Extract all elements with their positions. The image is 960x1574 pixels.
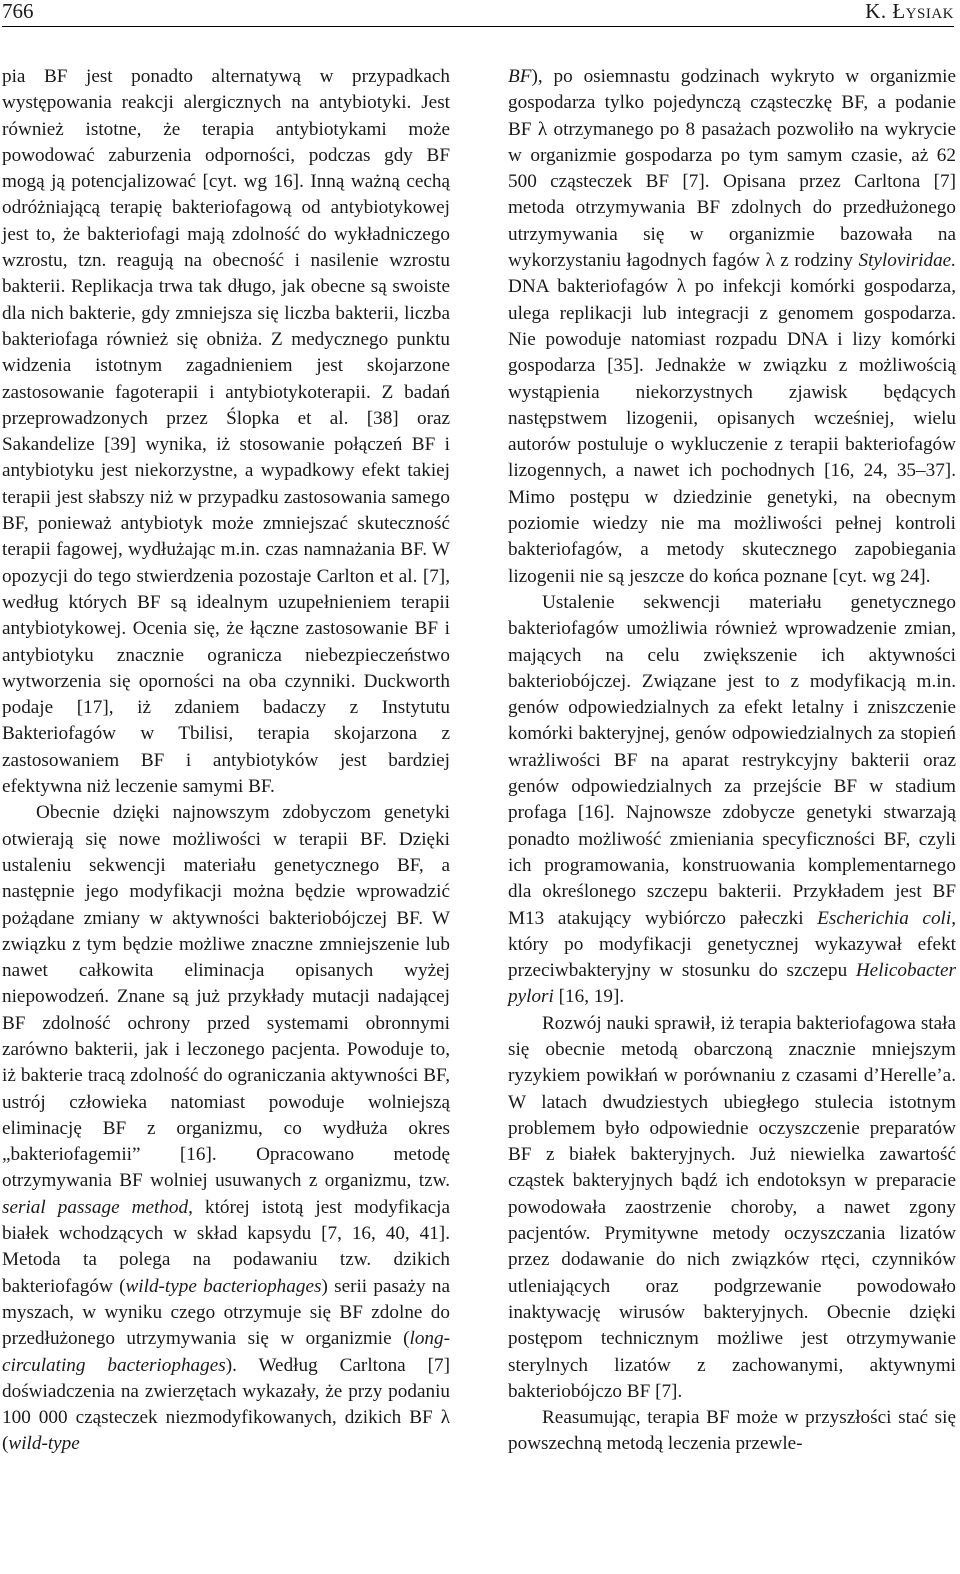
author-name: K. Łysiak [865, 0, 954, 23]
paragraph: Reasumując, terapia BF może w przyszłości stać się powszechną metodą leczenia przewle- [508, 1407, 956, 1455]
paragraph: Obecnie dzięki najnowszym zdobyczom genetyki otwierają się nowe możliwości w terapii BF. Dzięki ustaleniu sekwencji materiału genetycznego BF, a następnie jego modyfikacji można będzie wprowadzić pożądane zmiany w aktywności bakteriobójczej BF. W związku z tym będzie możliwe znaczne zmniejszenie lub nawet całkowita eliminacja opisanych wyżej niepowodzeń. Znane są już przykłady mutacji nadającej BF zdolność ochrony przed systemami obronnymi zarówno bakterii, jak i leczonego pacjenta. Powoduje to, iż bakterie tracą zdolność do ograniczania aktywności BF, ustrój człowieka natomiast powoduje wolniejszą eliminację BF z organizmu, co wydłuża okres „bakteriofagemii” [16]. Opracowano metodę otrzymywania BF wolniej usuwanych z organizmu, tzw. serial passage method, której istotą jest modyfikacja białek wchodzących w skład kapsydu [7, 16, 40, 41]. Metoda ta polega na podawaniu tzw. dzikich bakteriofagów (wild-type bacteriophages) serii pasaży na myszach, w wyniku czego otrzymuje się BF zdolne do przedłużonego utrzymywania się w organizmie (long-circulating bacteriophages). Według Carltona [7] doświadczenia na zwierzętach wykazały, że przy podaniu 100 000 cząsteczek niezmodyfikowanych, dzikich BF λ (wild-type [2, 802, 450, 1455]
running-header [2, 0, 954, 27]
paragraph: BF), po osiemnastu godzinach wykryto w organizmie gospodarza tylko pojedynczą cząsteczkę BF, a podanie BF λ otrzymanego po 8 pasażach pozwoliło na wykrycie w organizmie gospodarza po tym samym czasie, aż 62 500 cząsteczek BF [7]. Opisana przez Carltona [7] metoda otrzymywania BF zdolnych do przedłużonego utrzymywania się w organizmie bazowała na wykorzystaniu łagodnych fagów λ z rodziny Styloviridae. DNA bakteriofagów λ po infekcji komórki gospodarza, ulega replikacji lub integracji z genomem gospodarza. Nie powoduje natomiast rozpadu DNA i lizy komórki gospodarza [35]. Jednakże w związku z możliwością wystąpienia niekorzystnych zjawisk będących następstwem lizogenii, opisanych wcześniej, wielu autorów postuluje o wykluczenie z terapii bakteriofagów lizogennych, a nawet ich pochodnych [16, 24, 35–37]. Mimo postępu w dziedzinie genetyki, na obecnym poziomie wiedzy nie ma możliwości pełnej kontroli bakteriofagów, a metody skutecznego zapobiegania lizogenii nie są jeszcze do końca poznane [cyt. wg 24]. [508, 66, 956, 587]
paragraph: pia BF jest ponadto alternatywą w przypadkach występowania reakcji alergicznych na antybiotyki. Jest również istotne, że terapia antybiotykami może powodować zaburzenia odporności, podczas gdy BF mogą ją potencjalizować [cyt. wg 16]. Inną ważną cechą odróżniającą terapię bakteriofagową od antybiotykowej jest to, że bakteriofagi mają zdolność do wykładniczego wzrostu, tzn. reagują na obecność i nasilenie wzrostu bakterii. Replikacja trwa tak długo, jak obecne są swoiste dla nich bakterie, gdy zmniejsza się liczba bakterii, liczba bakteriofaga również się obniża. Z medycznego punktu widzenia istotnym zagadnieniem jest skojarzone zastosowanie fagoterapii i antybiotykoterapii. Z badań przeprowadzonych przez Ślopka et al. [38] oraz Sakandelize [39] wynika, iż stosowanie połączeń BF i antybiotyku jest niekorzystne, a wypadkowy efekt takiej terapii jest słabszy niż w przypadku zastosowania samego BF, ponieważ antybiotyk może zmniejszać skuteczność terapii fagowej, wydłużając m.in. czas namnażania BF. W opozycji do tego stwierdzenia pozostaje Carlton et al. [7], według których BF są idealnym uzupełnieniem terapii antybiotykowej. Ocenia się, że łączne zastosowanie BF i antybiotyku znacznie ogranicza niebezpieczeństwo wytworzenia się oporności na oba czynniki. Duckworth podaje [17], iż zdaniem badaczy z Instytutu Bakteriofagów w Tbilisi, terapia skojarzona z zastosowaniem BF i antybiotyków jest bardziej efektywna niż leczenie samymi BF. [2, 66, 450, 798]
right-column [508, 64, 956, 1458]
page-number: 766 [2, 0, 34, 23]
left-column [2, 64, 450, 1458]
paragraph: Ustalenie sekwencji materiału genetycznego bakteriofagów umożliwia również wprowadzenie zmian, mających na celu zwiększenie ich aktywności bakteriobójczej. Związane jest to z modyfikacją m.in. genów odpowiedzialnych za efekt letalny i zniszczenie komórki bakteryjnej, genów odpowiedzialnych za stopień wrażliwości BF na aparat restrykcyjny bakterii oraz genów odpowiedzialnych za przejście BF w stadium profaga [16]. Najnowsze zdobycze genetyki stwarzają ponadto możliwość zmieniania specyficzności BF, czyli ich programowania, konstruowania komplementarnego dla określonego szczepu bakterii. Przykładem jest BF M13 atakujący wybiórczo pałeczki Escherichia coli, który po modyfikacji genetycznej wykazywał efekt przeciwbakteryjny w stosunku do szczepu Helicobacter pylori [16, 19]. [508, 591, 956, 1008]
paragraph: Rozwój nauki sprawił, iż terapia bakteriofagowa stała się obecnie metodą obarczoną znacznie mniejszym ryzykiem powikłań w porównaniu z czasami d’Herelle’a. W latach dwudziestych ubiegłego stulecia istotnym problemem było odpowiednie oczyszczenie preparatów BF z białek bakteryjnych. Już niewielka zawartość cząstek bakteryjnych bądź ich endotoksyn w preparacie powodowała zaostrzenie choroby, a nawet zgony pacjentów. Prymitywne metody oczyszczania lizatów przez dodawanie do nich związków rtęci, czynników utleniających oraz podgrzewanie powodowało inaktywację wirusów bakteryjnych. Obecnie dzięki postępom technicznym możliwe jest otrzymywanie sterylnych lizatów z zachowanymi, aktywnymi bakteriobójczo BF [7]. [508, 1012, 956, 1402]
